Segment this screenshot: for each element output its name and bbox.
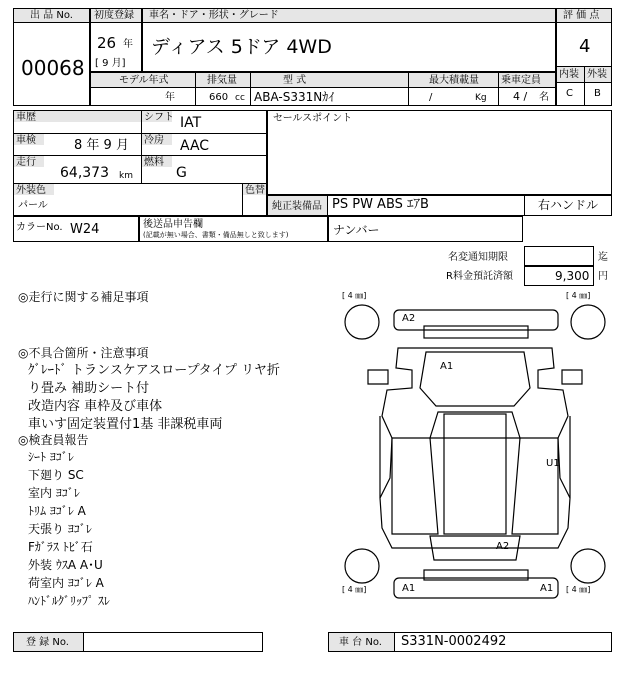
steering-value: 右ハンドル — [538, 198, 599, 212]
aftermarket-note: (記載が無い場合、書類・備品無しと致します) — [143, 231, 289, 239]
inspector-heading: ◎検査員報告 — [18, 433, 89, 447]
shift-value: IAT — [180, 115, 202, 131]
eval-label: 評 価 点 — [563, 10, 600, 21]
equipment-box — [267, 195, 612, 216]
capacity-unit: 名 — [539, 92, 549, 103]
aftermarket-label: 後送品申告欄 — [143, 219, 203, 230]
equipment-value: PS PW ABS ｴｱB — [332, 197, 429, 212]
displacement-value: 660 — [209, 92, 229, 103]
model-year-label: モデル年式 — [119, 75, 169, 86]
inspector-line: 下廻り SC — [28, 468, 84, 482]
inspector-line: Fｶﾞﾗｽ ﾄﾋﾞ石 — [28, 540, 93, 554]
damage-mark: A1 — [440, 361, 454, 372]
ext-color-label: 外装色 — [16, 185, 46, 196]
interior-grade: C — [566, 88, 573, 99]
inspector-line: 荷室内 ﾖｺﾞﾚ A — [28, 576, 104, 590]
sales-point-label: セールスポイント — [273, 113, 353, 124]
fuel-value: G — [176, 165, 187, 181]
inspector-line: ﾄﾘﾑ ﾖｺﾞﾚ A — [28, 504, 86, 518]
tire-depth-tl: [ 4 ㎜] — [342, 291, 367, 300]
ext-color-value: パール — [18, 200, 48, 211]
car-name-label: 車名・ドア・形状・グレード — [149, 10, 279, 21]
fuel-label: 燃料 — [144, 157, 164, 168]
exterior-grade: B — [594, 88, 601, 99]
interior-label: 内装 — [559, 69, 579, 80]
recycle-value: 9,300 — [555, 269, 590, 283]
model-label: 型 式 — [283, 75, 307, 86]
lot-number: 00068 — [21, 56, 85, 80]
inspection-value: 8 年 9 月 — [74, 138, 129, 153]
sales-point-box — [267, 110, 612, 195]
spec-box — [90, 72, 556, 106]
max-load-unit: Kg — [475, 93, 487, 103]
color-change-label: 色替 — [245, 185, 265, 196]
recycle-field — [524, 266, 594, 286]
damage-mark: A2 — [402, 313, 416, 324]
name-change-unit: 迄 — [598, 252, 608, 263]
mileage-unit: km — [119, 171, 133, 181]
inspector-line: ﾊﾝﾄﾞﾙｸﾞﾘｯﾌﾟ ｽﾚ — [28, 594, 110, 608]
registration-no-box — [13, 632, 263, 652]
lot-label: 出 品 No. — [30, 10, 73, 21]
defects-heading: ◎不具合箇所・注意事項 — [18, 346, 149, 360]
mileage-label: 走行 — [16, 157, 36, 168]
damage-mark: A1 — [540, 583, 554, 594]
tire-depth-tr: [ 4 ㎜] — [566, 291, 591, 300]
ac-label: 冷房 — [144, 135, 164, 146]
evaluation-box — [556, 8, 612, 106]
tire-depth-br: [ 4 ㎜] — [566, 585, 591, 594]
reg-no-label: 登 録 No. — [26, 637, 69, 648]
inspector-line: ｼｰﾄ ﾖｺﾞﾚ — [28, 450, 74, 464]
first-reg-year: 26 — [97, 34, 117, 52]
capacity-label: 乗車定員 — [501, 75, 541, 86]
inspector-line: 室内 ﾖｺﾞﾚ — [28, 486, 80, 500]
chassis-label: 車 台 No. — [339, 637, 382, 648]
mileage-value: 64,373 — [60, 165, 109, 181]
plate-box — [328, 216, 523, 242]
defect-line: ｸﾞﾚｰﾄﾞ トランスケアスロープタイプ リヤ折 — [28, 363, 280, 378]
recycle-label: R料金預託済額 — [446, 271, 513, 282]
inspector-line: 天張り ﾖｺﾞﾚ — [28, 522, 92, 536]
model-year-unit: 年 — [165, 92, 175, 103]
exterior-label: 外装 — [587, 69, 607, 80]
inspector-line: 外装 ｳｽA A･U — [28, 558, 103, 572]
driving-heading: ◎走行に関する補足事項 — [18, 290, 149, 304]
name-change-field — [524, 246, 594, 266]
equipment-label: 純正装備品 — [272, 201, 322, 212]
chassis-no: S331N-0002492 — [401, 634, 507, 649]
tire-depth-bl: [ 4 ㎜] — [342, 585, 367, 594]
eval-score: 4 — [579, 36, 591, 57]
first-reg-label: 初度登録 — [94, 10, 134, 21]
color-no-box — [13, 216, 139, 242]
damage-mark: A2 — [496, 541, 510, 552]
defect-line: 車いす固定装置付1基 非課税車両 — [28, 417, 223, 432]
defect-line: り畳み 補助シート付 — [28, 381, 150, 396]
first-registration-box — [90, 8, 142, 72]
first-reg-month: [ 9 月] — [95, 58, 126, 69]
car-diagram — [338, 288, 612, 608]
history-label: 車歴 — [16, 112, 36, 123]
details-box — [13, 110, 267, 216]
ac-value: AAC — [180, 138, 210, 154]
shift-label: シフト — [144, 112, 174, 123]
plate-label: ナンバー — [333, 223, 380, 237]
lot-box — [13, 8, 90, 106]
color-no-value: W24 — [70, 222, 100, 237]
recycle-unit: 円 — [598, 271, 608, 282]
car-name-box — [142, 8, 556, 72]
color-no-label: カラーNo. — [16, 222, 63, 233]
damage-mark: U1 — [546, 458, 560, 469]
max-load-value: / — [429, 92, 433, 103]
name-change-label: 名変通知期限 — [448, 252, 508, 263]
damage-mark: A1 — [402, 583, 416, 594]
displacement-label: 排気量 — [207, 75, 237, 86]
first-reg-year-unit: 年 — [123, 39, 133, 50]
displacement-unit: cc — [235, 93, 245, 103]
defect-line: 改造内容 車枠及び車体 — [28, 399, 163, 414]
car-name: ディアス 5ドア 4WD — [151, 36, 332, 58]
inspection-label: 車検 — [16, 135, 36, 146]
aftermarket-box — [139, 216, 328, 242]
chassis-no-box — [328, 632, 612, 652]
max-load-label: 最大積載量 — [429, 75, 479, 86]
model-code: ABA-S331Nｶｲ — [254, 90, 335, 104]
capacity-value: 4 / — [513, 90, 528, 103]
notes-area — [18, 290, 328, 620]
